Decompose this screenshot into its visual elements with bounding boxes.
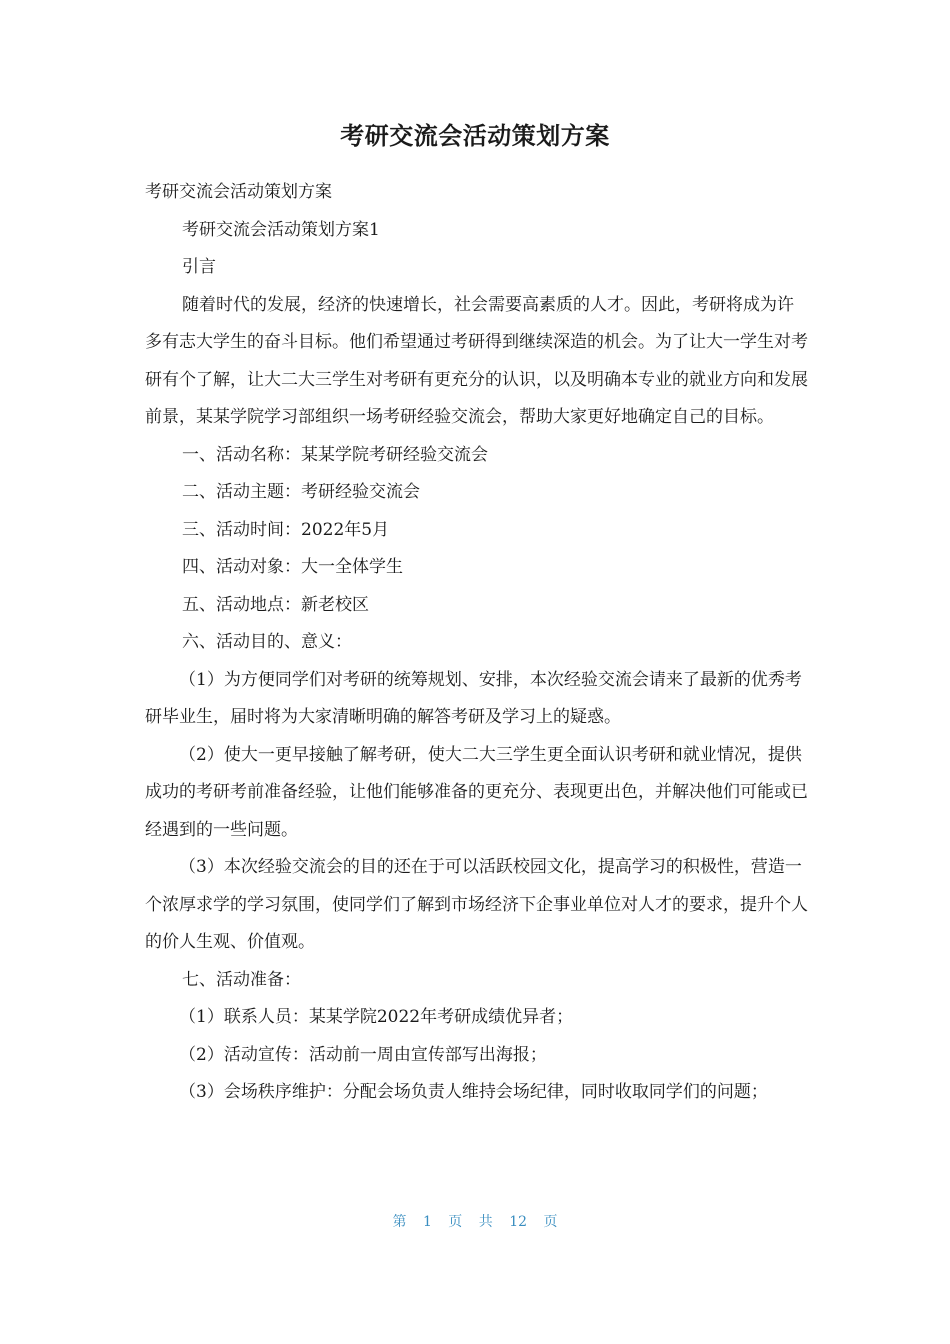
paragraph-activity-location: 五、活动地点：新老校区 xyxy=(182,594,369,615)
paragraph-activity-time: 三、活动时间：2022年5月 xyxy=(182,519,390,540)
document-body xyxy=(145,174,810,1112)
paragraph-activity-purpose: 六、活动目的、意义： xyxy=(182,632,352,652)
paragraph-section-heading: 考研交流会活动策划方案1 xyxy=(182,219,380,240)
paragraph-prep-1: （1）联系人员：某某学院2022年考研成绩优异者； xyxy=(179,1007,574,1027)
paragraph-activity-name: 一、活动名称：某某学院考研经验交流会 xyxy=(182,444,488,465)
document-title: 考研交流会活动策划方案 xyxy=(340,122,610,150)
paragraph-activity-prep: 七、活动准备： xyxy=(182,969,301,990)
paragraph-prep-2: （2）活动宣传：活动前一周由宣传部写出海报； xyxy=(179,1044,547,1065)
paragraph-prep-3: （3）会场秩序维护：分配会场负责人维持会场纪律，同时收取同学们的问题； xyxy=(179,1082,768,1102)
page-number-footer: 第 1 页 共 12 页 xyxy=(392,1214,558,1230)
paragraph-purpose-2: （2）使大一更早接触了解考研，使大二大三学生更全面认识考研和就业情况，提供成功的考研考前准备经验，让他们能够准备的更充分、表现更出色，并解决他们可能或已经遇到的一些问题。 xyxy=(145,744,808,840)
paragraph-intro-heading: 引言 xyxy=(182,257,216,277)
paragraph-purpose-1: （1）为方便同学们对考研的统筹规划、安排，本次经验交流会请来了最新的优秀考研毕业生，届时将为大家清晰明确的解答考研及学习上的疑惑。 xyxy=(145,669,802,727)
paragraph-doc-heading: 考研交流会活动策划方案 xyxy=(145,182,332,202)
paragraph-intro-text: 随着时代的发展，经济的快速增长，社会需要高素质的人才。因此，考研将成为许多有志大学生的奋斗目标。他们希望通过考研得到继续深造的机会。为了让大一学生对考研有个了解，让大二大三学生对考研有更充分的认识，以及明确本专业的就业方向和发展前景，某某学院学习部组织一场考研经验交流会，帮助大家更好地确定自己的目标。 xyxy=(145,294,808,427)
paragraph-activity-audience: 四、活动对象：大一全体学生 xyxy=(182,557,403,577)
paragraph-purpose-3: （3）本次经验交流会的目的还在于可以活跃校园文化，提高学习的积极性，营造一个浓厚求学的学习氛围，使同学们了解到市场经济下企事业单位对人才的要求，提升个人的价人生观、价值观。 xyxy=(145,857,808,952)
paragraph-activity-theme: 二、活动主题：考研经验交流会 xyxy=(182,482,420,502)
